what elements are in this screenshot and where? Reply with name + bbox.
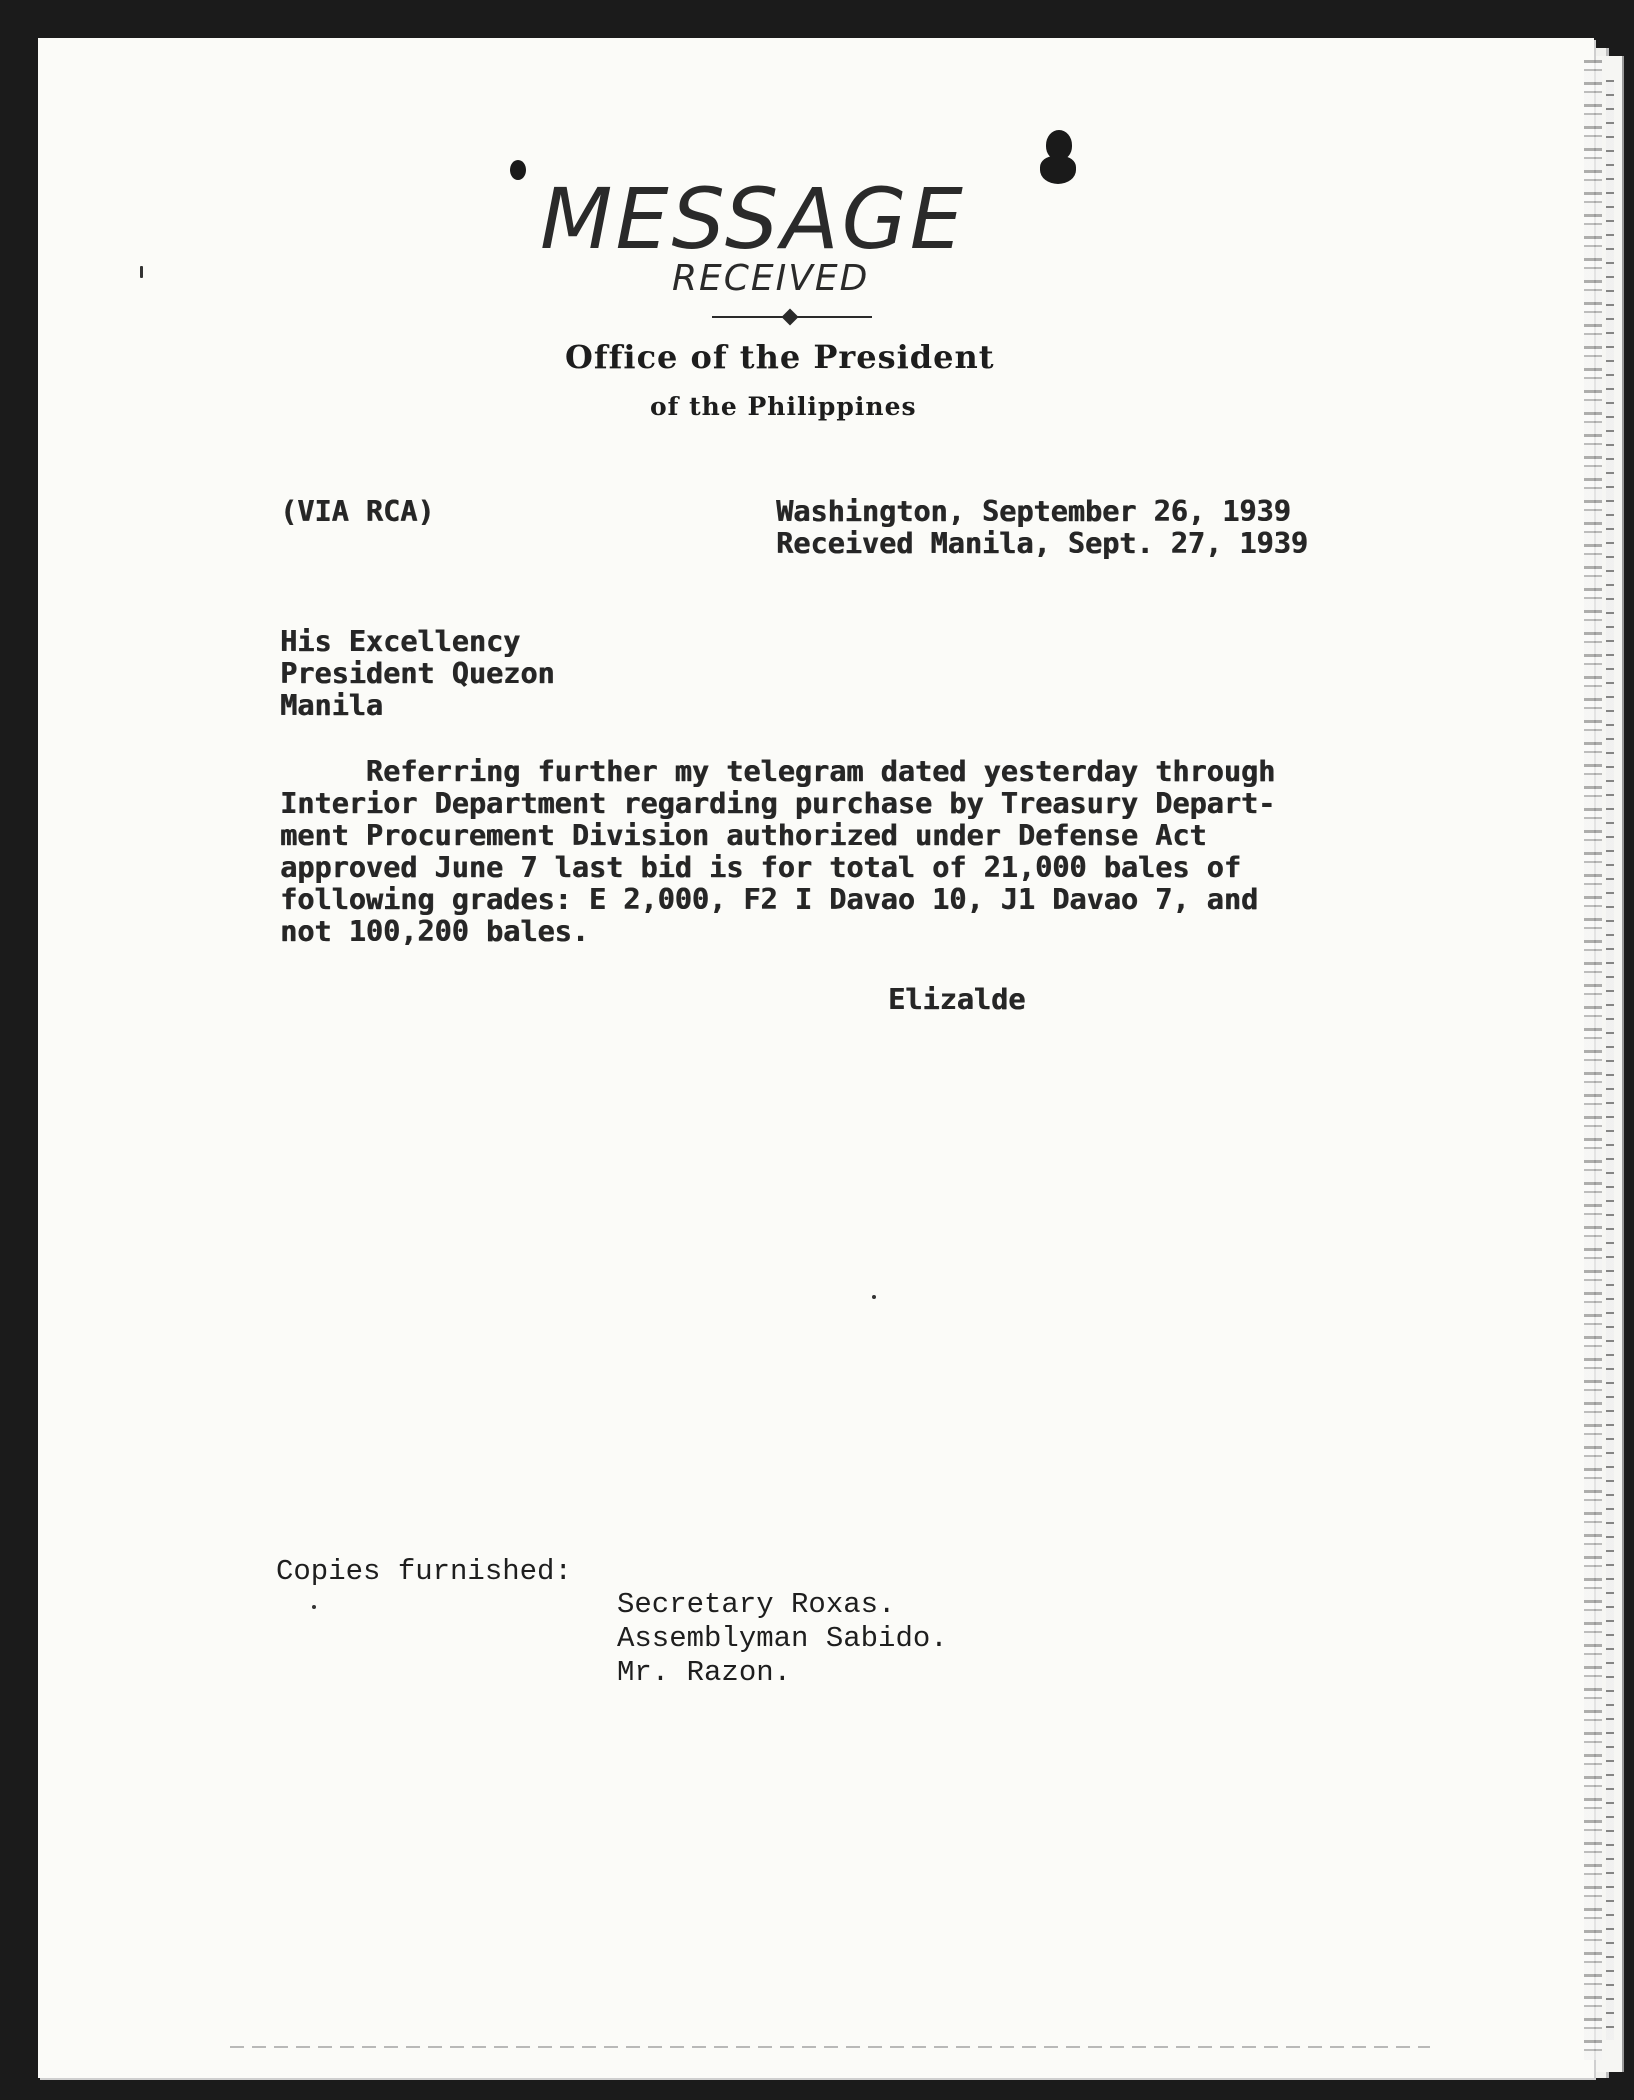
letterhead-office: Office of the President bbox=[565, 338, 995, 376]
letterhead-title: MESSAGE bbox=[540, 170, 966, 268]
copy-recipient: Assemblyman Sabido. bbox=[617, 1622, 948, 1655]
addressee-block bbox=[280, 626, 555, 722]
addressee-line: Manila bbox=[280, 689, 383, 722]
signature: Elizalde bbox=[888, 983, 1026, 1016]
body-line: ment Procurement Division authorized under Defense Act bbox=[280, 819, 1207, 852]
dateline bbox=[776, 496, 1308, 560]
body-line: Referring further my telegram dated yesterday through bbox=[280, 755, 1276, 788]
copies-label: Copies furnished: bbox=[276, 1555, 572, 1588]
received-date: Received Manila, Sept. 27, 1939 bbox=[776, 527, 1308, 560]
body-line: following grades: E 2,000, F2 I Davao 10, J1 Davao 7, and bbox=[280, 883, 1259, 916]
addressee-line: President Quezon bbox=[280, 657, 555, 690]
stray-mark bbox=[312, 1605, 316, 1609]
ink-blot bbox=[510, 160, 526, 180]
sent-date: Washington, September 26, 1939 bbox=[776, 495, 1291, 528]
body-line: not 100,200 bales. bbox=[280, 915, 589, 948]
copy-recipient: Mr. Razon. bbox=[617, 1656, 792, 1689]
copies-list bbox=[617, 1588, 948, 1690]
page-bottom-edge bbox=[230, 2046, 1430, 2048]
letterhead-country: of the Philippines bbox=[650, 392, 917, 421]
routing-note: (VIA RCA) bbox=[280, 495, 435, 528]
stray-mark bbox=[140, 266, 143, 278]
message-body bbox=[280, 756, 1275, 948]
copy-recipient: Secretary Roxas. bbox=[617, 1588, 896, 1621]
letterhead-subtitle: RECEIVED bbox=[672, 258, 870, 299]
stray-mark bbox=[872, 1295, 876, 1299]
body-line: Interior Department regarding purchase by Treasury Depart- bbox=[280, 787, 1276, 820]
stacked-page-edges bbox=[1584, 60, 1602, 2060]
body-line: approved June 7 last bid is for total of 21,000 bales of bbox=[280, 851, 1241, 884]
addressee-line: His Excellency bbox=[280, 625, 521, 658]
stacked-page-edges-2 bbox=[1606, 80, 1614, 2040]
